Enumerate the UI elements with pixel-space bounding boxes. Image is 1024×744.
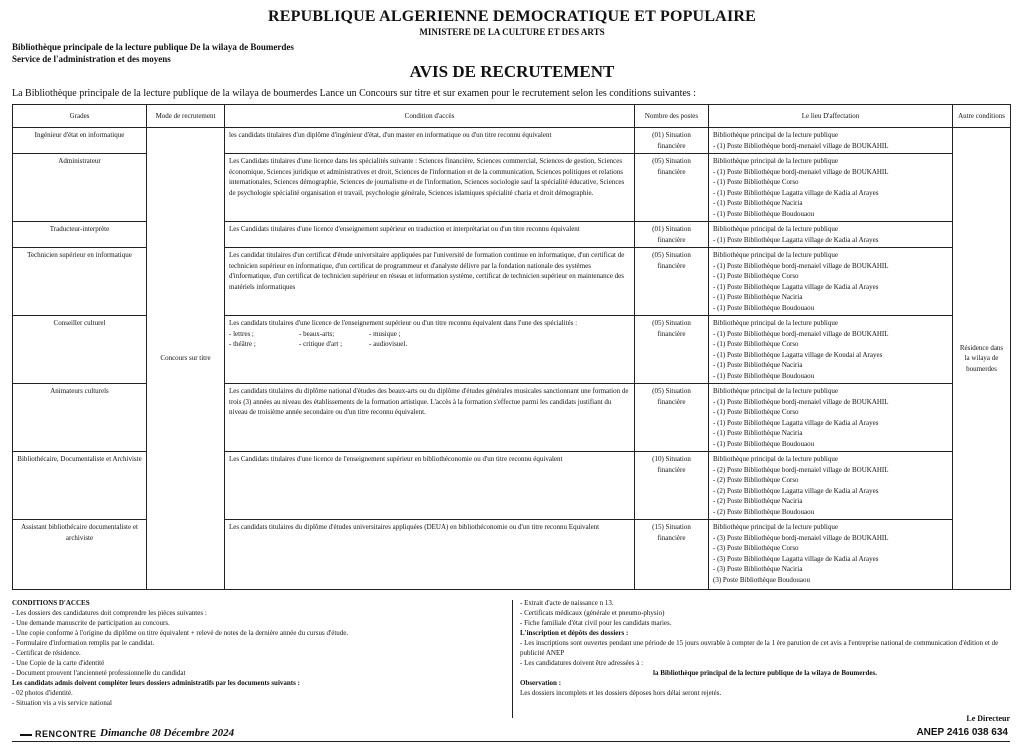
postes-cell: (05) Situation financière: [635, 248, 709, 316]
grade-cell: Administrateur: [13, 154, 147, 222]
observation-text: Les dossiers incomplets et les dossiers déposes hors délai seront rejetés.: [520, 689, 722, 697]
lieu-line: Bibliothèque principal de la lecture publique: [713, 131, 838, 139]
lieu-cell: [709, 520, 953, 590]
list-item: - Une Copie de la carte d'identité: [12, 659, 105, 667]
lieu-line: - (1) Poste Bibliothèque Corso: [713, 272, 799, 280]
lieu-cell: [709, 452, 953, 520]
lieu-line: Bibliothèque principal de la lecture publique: [713, 319, 838, 327]
condition-text: Les Candidats titulaires d'une licence dans les spécialités suivante : Sciences financière, Sciences commercial, Sciences de gestion, Sciences économique, Sciences juridique et administratives et droit, Sciences de l'information et de la communication, Sciences politiques et relations internationales, Sciences démographie, Sciences de journalisme et de l'information, Sciences sociologie sauf la spécialité éducative, Sciences de psychologie spécialité organisation et travail, psychologie générale, Sciences islamiques spécialité charia et droit démographie.: [229, 157, 625, 197]
condition-text: Les candidats titulaires du diplôme d'études universitaires appliquées (DEUA) en bibliothéconomie ou d'un titre reconnu Equivalent: [229, 523, 600, 531]
grade-cell: Animateurs culturels: [13, 384, 147, 452]
list-item: - Extrait d'acte de naissance n 13.: [520, 599, 614, 607]
list-item: - Certificats médicaux (générale et pneumo-physio): [520, 609, 665, 617]
condition-cell: [225, 520, 635, 590]
lieu-line: - (2) Poste Bibliothèque Lagatta village de Kadia al Arayes: [713, 486, 879, 495]
lieu-line: - (1) Poste Bibliothèque Naciria: [713, 199, 803, 207]
condition-cell: [225, 154, 635, 222]
rencontre-logo: [20, 729, 97, 739]
lieu-line: - (1) Poste Bibliothèque bordj-menaiel village de BOUKAHIL: [713, 167, 889, 176]
condition-text: les candidats titulaires d'un diplôme d'ingénieur d'état, d'un master en informatique ou d'un titre reconnu équivalent: [229, 131, 552, 139]
mode-cell: Concours sur titre: [147, 128, 225, 590]
list-item: - Une demande manuscrite de participation au concours.: [12, 619, 170, 627]
postes-cell: (05) Situation financière: [635, 384, 709, 452]
notice-intro: La Bibliothèque principale de la lecture publique de la wilaya de boumerdes Lance un Concours sur titre et sur examen pour le recrutement selon les conditions suivantes :: [12, 88, 696, 99]
postes-cell: (01) Situation financière: [635, 128, 709, 154]
lieu-line: - (1) Poste Bibliothèque bordj-menaiel village de BOUKAHIL: [713, 261, 889, 270]
lieu-line: - (1) Poste Bibliothèque Corso: [713, 340, 799, 348]
lieu-line: - (1) Poste Bibliothèque Boudouaou: [713, 371, 815, 380]
grade-cell: Conseiller culturel: [13, 316, 147, 384]
lieu-cell: [709, 128, 953, 154]
conditions-right-column: [520, 598, 1010, 698]
specialite-item: - beaux-arts;: [299, 329, 335, 338]
grade-cell: Traducteur-interprète: [13, 222, 147, 248]
table-header-row: [13, 105, 1011, 128]
specialite-item: - critique d'art ;: [299, 340, 343, 348]
lieu-line: - (3) Poste Bibliothèque Naciria: [713, 565, 803, 573]
condition-text: Les Candidats titulaires d'une licence de l'enseignement supérieur en bibliothéconomie ou d'un titre reconnu équivalent: [229, 455, 563, 463]
conditions-left-column: [12, 598, 502, 708]
header-grades: Grades: [13, 105, 147, 128]
condition-text: Les candidat titulaires d'un certificat d'étude universitaire appliquées par l'université de formation continue en informatique, d'un certificat de technicien supérieur en informatique, d'un certificat de programmeur et d'analyste délivre par la fondation nationale des systèmes d'informatique, d'un certificat de technicien supérieur en réseau et information système, certificat de technicien supérieur en maintenance des matériels informatiques: [229, 251, 625, 291]
condition-text: Les Candidats titulaires d'une licence d'enseignement supérieur en traduction et interprétariat ou d'un titre reconnu équivalent: [229, 225, 580, 233]
lieu-line: (3) Poste Bibliothèque Boudouaou: [713, 575, 811, 584]
lieu-line: - (3) Poste Bibliothèque bordj-menaiel village de BOUKAHIL: [713, 533, 889, 542]
lieu-line: - (1) Poste Bibliothèque Lagatta village de Kadia al Arayes: [713, 235, 879, 244]
lieu-line: Bibliothèque principal de la lecture publique: [713, 157, 838, 165]
list-item: - 02 photos d'identité.: [12, 689, 73, 697]
header-autre: Autre conditions: [953, 105, 1011, 128]
postes-cell: (10) Situation financière: [635, 452, 709, 520]
lieu-line: - (2) Poste Bibliothèque Corso: [713, 476, 799, 484]
admis-title: Les candidats admis doivent compléter leurs dossiers administratifs par les documents suivants :: [12, 679, 300, 687]
lieu-cell: [709, 316, 953, 384]
inscription-list: [520, 638, 1010, 668]
lieu-line: - (1) Poste Bibliothèque Lagatta village de Kadia al Arayes: [713, 188, 879, 197]
postes-cell: (01) Situation financière: [635, 222, 709, 248]
lieu-line: - (1) Poste Bibliothèque Boudouaou: [713, 439, 815, 448]
lieu-line: - (2) Poste Bibliothèque bordj-menaiel village de BOUKAHIL: [713, 465, 889, 474]
specialite-item: - audiovisuel.: [369, 340, 408, 348]
condition-text: Les candidats titulaires du diplôme national d'études des beaux-arts ou du diplôme d'études générales musicales sanctionnant une formation de trois (3) années au niveau des établissements de la formation artistique. L'accès à la formation s'effectue parmi les candidats justifiant du niveau de troisième année secondaire ou d'un titre reconnu équivalent.: [229, 387, 629, 416]
autre-cell: Résidence dans la wilaya de boumerdes: [953, 128, 1011, 590]
list-item: - Les candidatures doivent être adressées à :: [520, 659, 644, 667]
conditions-title: CONDITIONS D'ACCES: [12, 599, 90, 607]
list-item: - Formulaire d'information remplis par le candidat.: [12, 639, 155, 647]
lieu-line: - (2) Poste Bibliothèque Naciria: [713, 497, 803, 505]
lieu-cell: [709, 248, 953, 316]
header-mode: Mode de recrutement: [147, 105, 225, 128]
table-row: [13, 128, 1011, 154]
lieu-line: - (1) Poste Bibliothèque Lagatta village de Koudai al Arayes: [713, 350, 883, 359]
specialite-item: - musique ;: [369, 329, 401, 338]
adresse: la Bibliothèque principal de la lecture publique de la wilaya de Boumerdes.: [653, 669, 877, 677]
lieu-line: - (1) Poste Bibliothèque Lagatta village de Kadia al Arayes: [713, 282, 879, 291]
director-signature: Le Directeur: [966, 714, 1010, 723]
lieu-line: - (1) Poste Bibliothèque Naciria: [713, 293, 803, 301]
lieu-line: - (1) Poste Bibliothèque Boudouaou: [713, 209, 815, 218]
lieu-line: - (1) Poste Bibliothèque Corso: [713, 178, 799, 186]
header-lieu: Le lieu D'affectation: [709, 105, 953, 128]
condition-cell: [225, 248, 635, 316]
ministry-title: MINISTERE DE LA CULTURE ET DES ARTS: [419, 27, 605, 37]
organization-name: Bibliothèque principale de la lecture publique De la wilaya de Boumerdes: [12, 42, 294, 52]
condition-cell: [225, 222, 635, 248]
republic-title: REPUBLIQUE ALGERIENNE DEMOCRATIQUE ET POPULAIRE: [268, 8, 756, 25]
postes-cell: (05) Situation financière: [635, 154, 709, 222]
lieu-line: - (3) Poste Bibliothèque Corso: [713, 544, 799, 552]
grade-cell: Ingénieur d'état en informatique: [13, 128, 147, 154]
list-item: - Fiche familiale d'état civil pour les candidats maries.: [520, 619, 672, 627]
lieu-line: - (3) Poste Bibliothèque Lagatta village de Kadia al Arayes: [713, 554, 879, 563]
lieu-line: - (1) Poste Bibliothèque bordj-menaiel village de BOUKAHIL: [713, 329, 889, 338]
lieu-line: Bibliothèque principal de la lecture publique: [713, 225, 838, 233]
inscription-title: L'inscription et dépôts des dossiers :: [520, 629, 629, 637]
list-item: - Document prouvent l'ancienneté professionnelle du candidat: [12, 669, 186, 677]
column-divider: [512, 600, 513, 718]
lieu-line: - (1) Poste Bibliothèque Naciria: [713, 429, 803, 437]
lieu-cell: [709, 154, 953, 222]
grade-cell: Bibliothécaire, Documentaliste et Archiviste: [13, 452, 147, 520]
recruitment-table: [12, 104, 1011, 590]
condition-cell: [225, 452, 635, 520]
grade-cell: Assistant bibliothécaire documentaliste et archiviste: [13, 520, 147, 590]
logo-bar-icon: [20, 734, 32, 736]
lieu-line: - (2) Poste Bibliothèque Boudouaou: [713, 507, 815, 516]
specialite-item: - lettres ;: [229, 329, 254, 338]
lieu-line: - (1) Poste Bibliothèque bordj-menaiel village de BOUKAHIL: [713, 141, 889, 150]
lieu-line: Bibliothèque principal de la lecture publique: [713, 523, 838, 531]
footer-rule: [12, 741, 1010, 742]
specialite-item: - théâtre ;: [229, 340, 256, 348]
list-item: - Une copie conforme à l'origine du diplôme ou titre équivalent + relevé de notes de la dernière année du cursus d'étude.: [12, 629, 349, 637]
logo-text: RENCONTRE: [35, 729, 97, 739]
notice-heading: AVIS DE RECRUTEMENT: [409, 62, 615, 81]
condition-text: Les candidats titulaires d'une licence de l'enseignement supérieur ou d'un titre reconnu équivalent dans l'une des spécialités :: [229, 319, 578, 327]
conditions-list: [12, 608, 502, 678]
list-item: - Les inscriptions sont ouvertes pendant une période de 15 jours ouvrable à compter de la 1 ère parution de cet avis a l'entreprise national de communication d'édition et de publicité ANEP: [520, 639, 999, 657]
lieu-line: Bibliothèque principal de la lecture publique: [713, 387, 838, 395]
lieu-line: - (1) Poste Bibliothèque Naciria: [713, 361, 803, 369]
postes-cell: (15) Situation financière: [635, 520, 709, 590]
lieu-line: Bibliothèque principal de la lecture publique: [713, 455, 838, 463]
lieu-cell: [709, 384, 953, 452]
lieu-line: - (1) Poste Bibliothèque bordj-menaiel village de BOUKAHIL: [713, 397, 889, 406]
admis-list: [12, 688, 502, 708]
header-postes: Nombre des postes: [635, 105, 709, 128]
documents-list: [520, 598, 1010, 628]
condition-cell: [225, 384, 635, 452]
condition-cell: [225, 128, 635, 154]
grade-cell: Technicien supérieur en informatique: [13, 248, 147, 316]
service-name: Service de l'administration et des moyens: [12, 54, 171, 64]
header-condition: Condition d'accès: [225, 105, 635, 128]
lieu-line: - (1) Poste Bibliothèque Lagatta village de Kadia al Arayes: [713, 418, 879, 427]
specialites-list: [229, 329, 630, 350]
anep-number: ANEP 2416 038 634: [916, 727, 1008, 738]
list-item: - Certificat de résidence.: [12, 649, 81, 657]
lieu-line: - (1) Poste Bibliothèque Corso: [713, 408, 799, 416]
lieu-cell: [709, 222, 953, 248]
condition-cell: [225, 316, 635, 384]
postes-cell: (05) Situation financière: [635, 316, 709, 384]
observation-title: Observation :: [520, 679, 562, 687]
list-item: - Situation vis a vis service national: [12, 699, 112, 707]
list-item: - Les dossiers des candidatures doit comprendre les pièces suivantes :: [12, 609, 207, 617]
publication-date: Dimanche 08 Décembre 2024: [100, 727, 235, 739]
lieu-line: - (1) Poste Bibliothèque Boudouaou: [713, 303, 815, 312]
lieu-line: Bibliothèque principal de la lecture publique: [713, 251, 838, 259]
